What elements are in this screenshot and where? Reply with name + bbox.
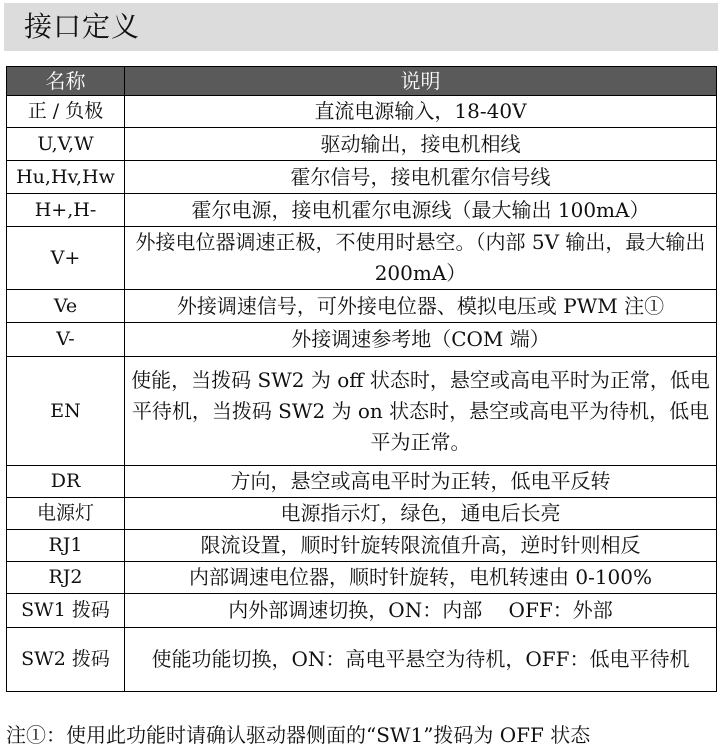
section-header (4, 3, 718, 51)
row-description: 内部调速电位器，顺时针旋转，电机转速由 0-100% (125, 562, 717, 594)
table-row (7, 498, 717, 530)
row-name: U,V,W (7, 128, 125, 161)
row-name: V+ (7, 227, 125, 290)
row-description: 内外部调速切换，ON：内部 OFF：外部 (125, 594, 717, 628)
table-header-row (7, 67, 717, 96)
row-name: EN (7, 357, 125, 466)
row-name: 电源灯 (7, 498, 125, 530)
table-row (7, 323, 717, 357)
row-description: 使能，当拨码 SW2 为 off 状态时，悬空或高电平时为正常，低电平待机，当拨码 SW2 为 on 状态时，悬空或高电平为待机，低电平为正常。 (125, 357, 717, 466)
row-description: 驱动输出，接电机相线 (125, 128, 717, 161)
row-name: Ve (7, 290, 125, 323)
row-description: 电源指示灯，绿色，通电后长亮 (125, 498, 717, 530)
table-row (7, 161, 717, 194)
row-description: 外接调速信号，可外接电位器、模拟电压或 PWM 注① (125, 290, 717, 323)
table-row (7, 628, 717, 692)
interface-definition-table (6, 66, 717, 692)
row-name: H+,H- (7, 194, 125, 227)
table-row (7, 227, 717, 290)
table-row (7, 128, 717, 161)
row-description: 方向，悬空或高电平时为正转，低电平反转 (125, 466, 717, 498)
row-name: RJ1 (7, 530, 125, 562)
header-description: 说明 (125, 67, 717, 96)
header-name: 名称 (7, 67, 125, 96)
row-description: 外接调速参考地（COM 端） (125, 323, 717, 357)
row-name: RJ2 (7, 562, 125, 594)
table-row (7, 530, 717, 562)
row-description: 霍尔信号，接电机霍尔信号线 (125, 161, 717, 194)
section-title: 接口定义 (24, 10, 141, 43)
table-row (7, 466, 717, 498)
table-row (7, 96, 717, 128)
row-name: 正 / 负极 (7, 96, 125, 128)
row-description: 霍尔电源，接电机霍尔电源线（最大输出 100mA） (125, 194, 717, 227)
table-row (7, 194, 717, 227)
row-name: SW2 拨码 (7, 628, 125, 692)
row-description: 外接电位器调速正极，不使用时悬空。（内部 5V 输出，最大输出 200mA） (125, 227, 717, 290)
footnote: 注①：使用此功能时请确认驱动器侧面的“SW1”拨码为 OFF 状态 (6, 723, 591, 747)
table-row (7, 357, 717, 466)
table-row (7, 562, 717, 594)
row-description: 直流电源输入，18-40V (125, 96, 717, 128)
row-name: Hu,Hv,Hw (7, 161, 125, 194)
row-description: 限流设置，顺时针旋转限流值升高，逆时针则相反 (125, 530, 717, 562)
table-row (7, 290, 717, 323)
table-row (7, 594, 717, 628)
row-description: 使能功能切换，ON：高电平悬空为待机，OFF：低电平待机 (125, 628, 717, 692)
row-name: SW1 拨码 (7, 594, 125, 628)
row-name: V- (7, 323, 125, 357)
row-name: DR (7, 466, 125, 498)
